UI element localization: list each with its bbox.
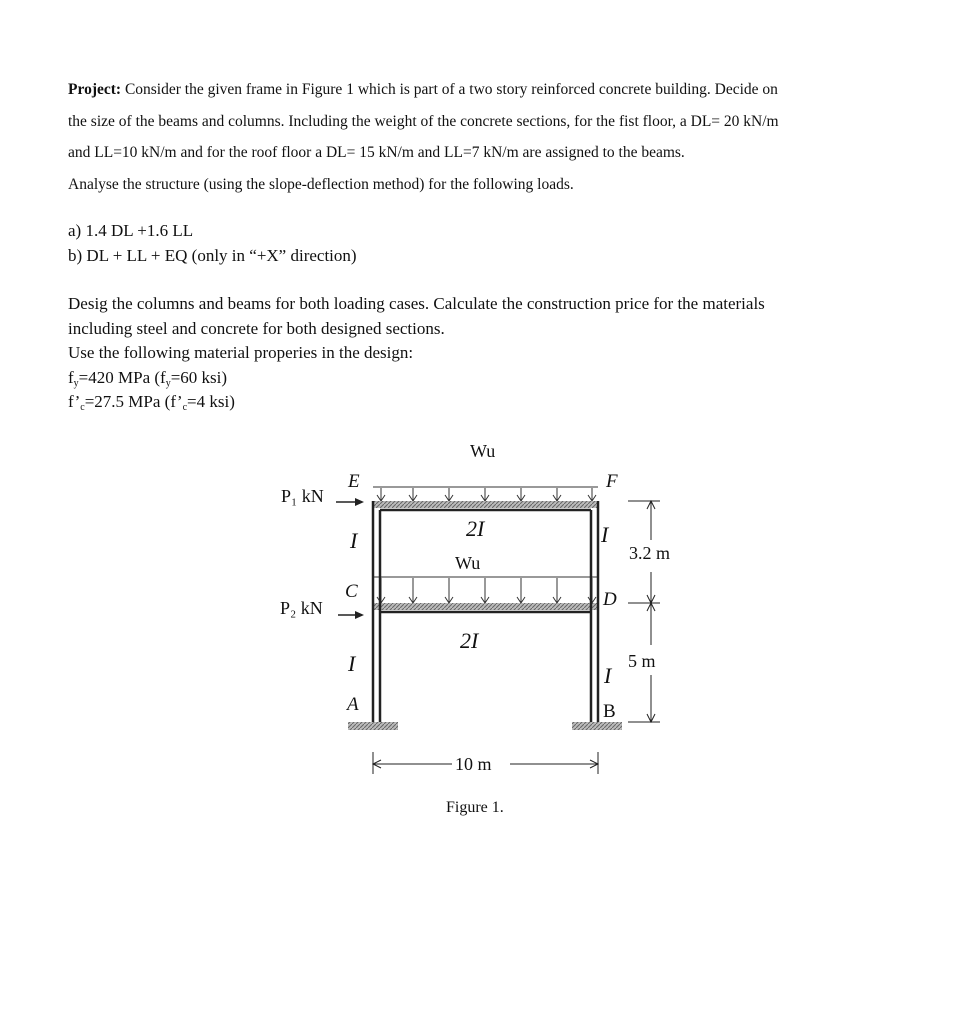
p1-arrow [336, 498, 364, 506]
mid-distributed-load [373, 577, 598, 603]
mid-load-arrows [377, 578, 596, 603]
roof-beam-inertia: 2I [466, 516, 485, 541]
support-b [572, 722, 622, 730]
design-line-1: Desig the columns and beams for both loading cases. Calculate the construction price for the materials [68, 294, 765, 313]
height-dimensions [628, 501, 660, 722]
node-d-label: D [603, 589, 617, 610]
intro-line-1: Project: Consider the given frame in Figure 1 which is part of a two story reinforced concrete building. Decide on [68, 81, 778, 98]
p1-load-label: P₁ kN [281, 486, 324, 506]
top-load-arrows [377, 488, 596, 501]
floor-beam-inertia: 2I [460, 628, 479, 653]
design-instructions [68, 292, 898, 415]
load-case-a: a) 1.4 DL +1.6 LL [68, 221, 194, 240]
upper-left-column-inertia: I [350, 528, 358, 553]
node-a-label: A [347, 694, 359, 715]
node-b-label: B [603, 701, 616, 722]
project-label: Project: [68, 81, 122, 98]
upper-story-height: 3.2 m [629, 543, 671, 563]
node-e-label: E [348, 471, 360, 492]
floor-beam-hatch [373, 603, 598, 610]
frame-members [373, 501, 598, 722]
fc-property: $f’_c=27.5$ MPa ($f’_c=4$ ksi) [68, 392, 235, 414]
load-cases [68, 219, 898, 268]
design-line-3: Use the following material properies in the design: [68, 343, 414, 363]
roof-beam-hatch [373, 501, 598, 508]
figure-caption: Figure 1. [446, 799, 504, 816]
frame-figure [0, 430, 956, 840]
wu-mid-label: Wu [455, 553, 481, 573]
support-a [348, 722, 398, 730]
p2-load-label: P₂ kN [280, 598, 323, 618]
lower-story-height: 5 m [628, 651, 656, 671]
lower-left-column-inertia: I [348, 651, 356, 676]
span-length: 10 m [455, 754, 492, 774]
node-c-label: C [345, 581, 358, 602]
node-f-label: F [606, 471, 618, 492]
intro-paragraph [68, 74, 898, 200]
intro-line-4: Analyse the structure (using the slope-deflection method) for the following loads. [68, 175, 574, 193]
intro-line-2: the size of the beams and columns. Including the weight of the concrete sections, for the fist floor, a DL= 20 kN/m [68, 112, 779, 130]
fy-property: $f_y=420$ MPa ($f_y=60$ ksi) [68, 367, 228, 389]
intro-line-3: and LL=10 kN/m and for the roof floor a DL= 15 kN/m and LL=7 kN/m are assigned to the beams. [68, 144, 685, 161]
top-distributed-load [373, 487, 598, 501]
load-case-b: b) DL + LL + EQ (only in “+X” direction) [68, 245, 357, 265]
lower-right-column-inertia: I [604, 663, 612, 688]
upper-right-column-inertia: I [601, 522, 609, 547]
p2-arrow [338, 611, 364, 619]
design-line-2: including steel and concrete for both designed sections. [68, 318, 445, 338]
wu-top-label: Wu [470, 441, 496, 461]
